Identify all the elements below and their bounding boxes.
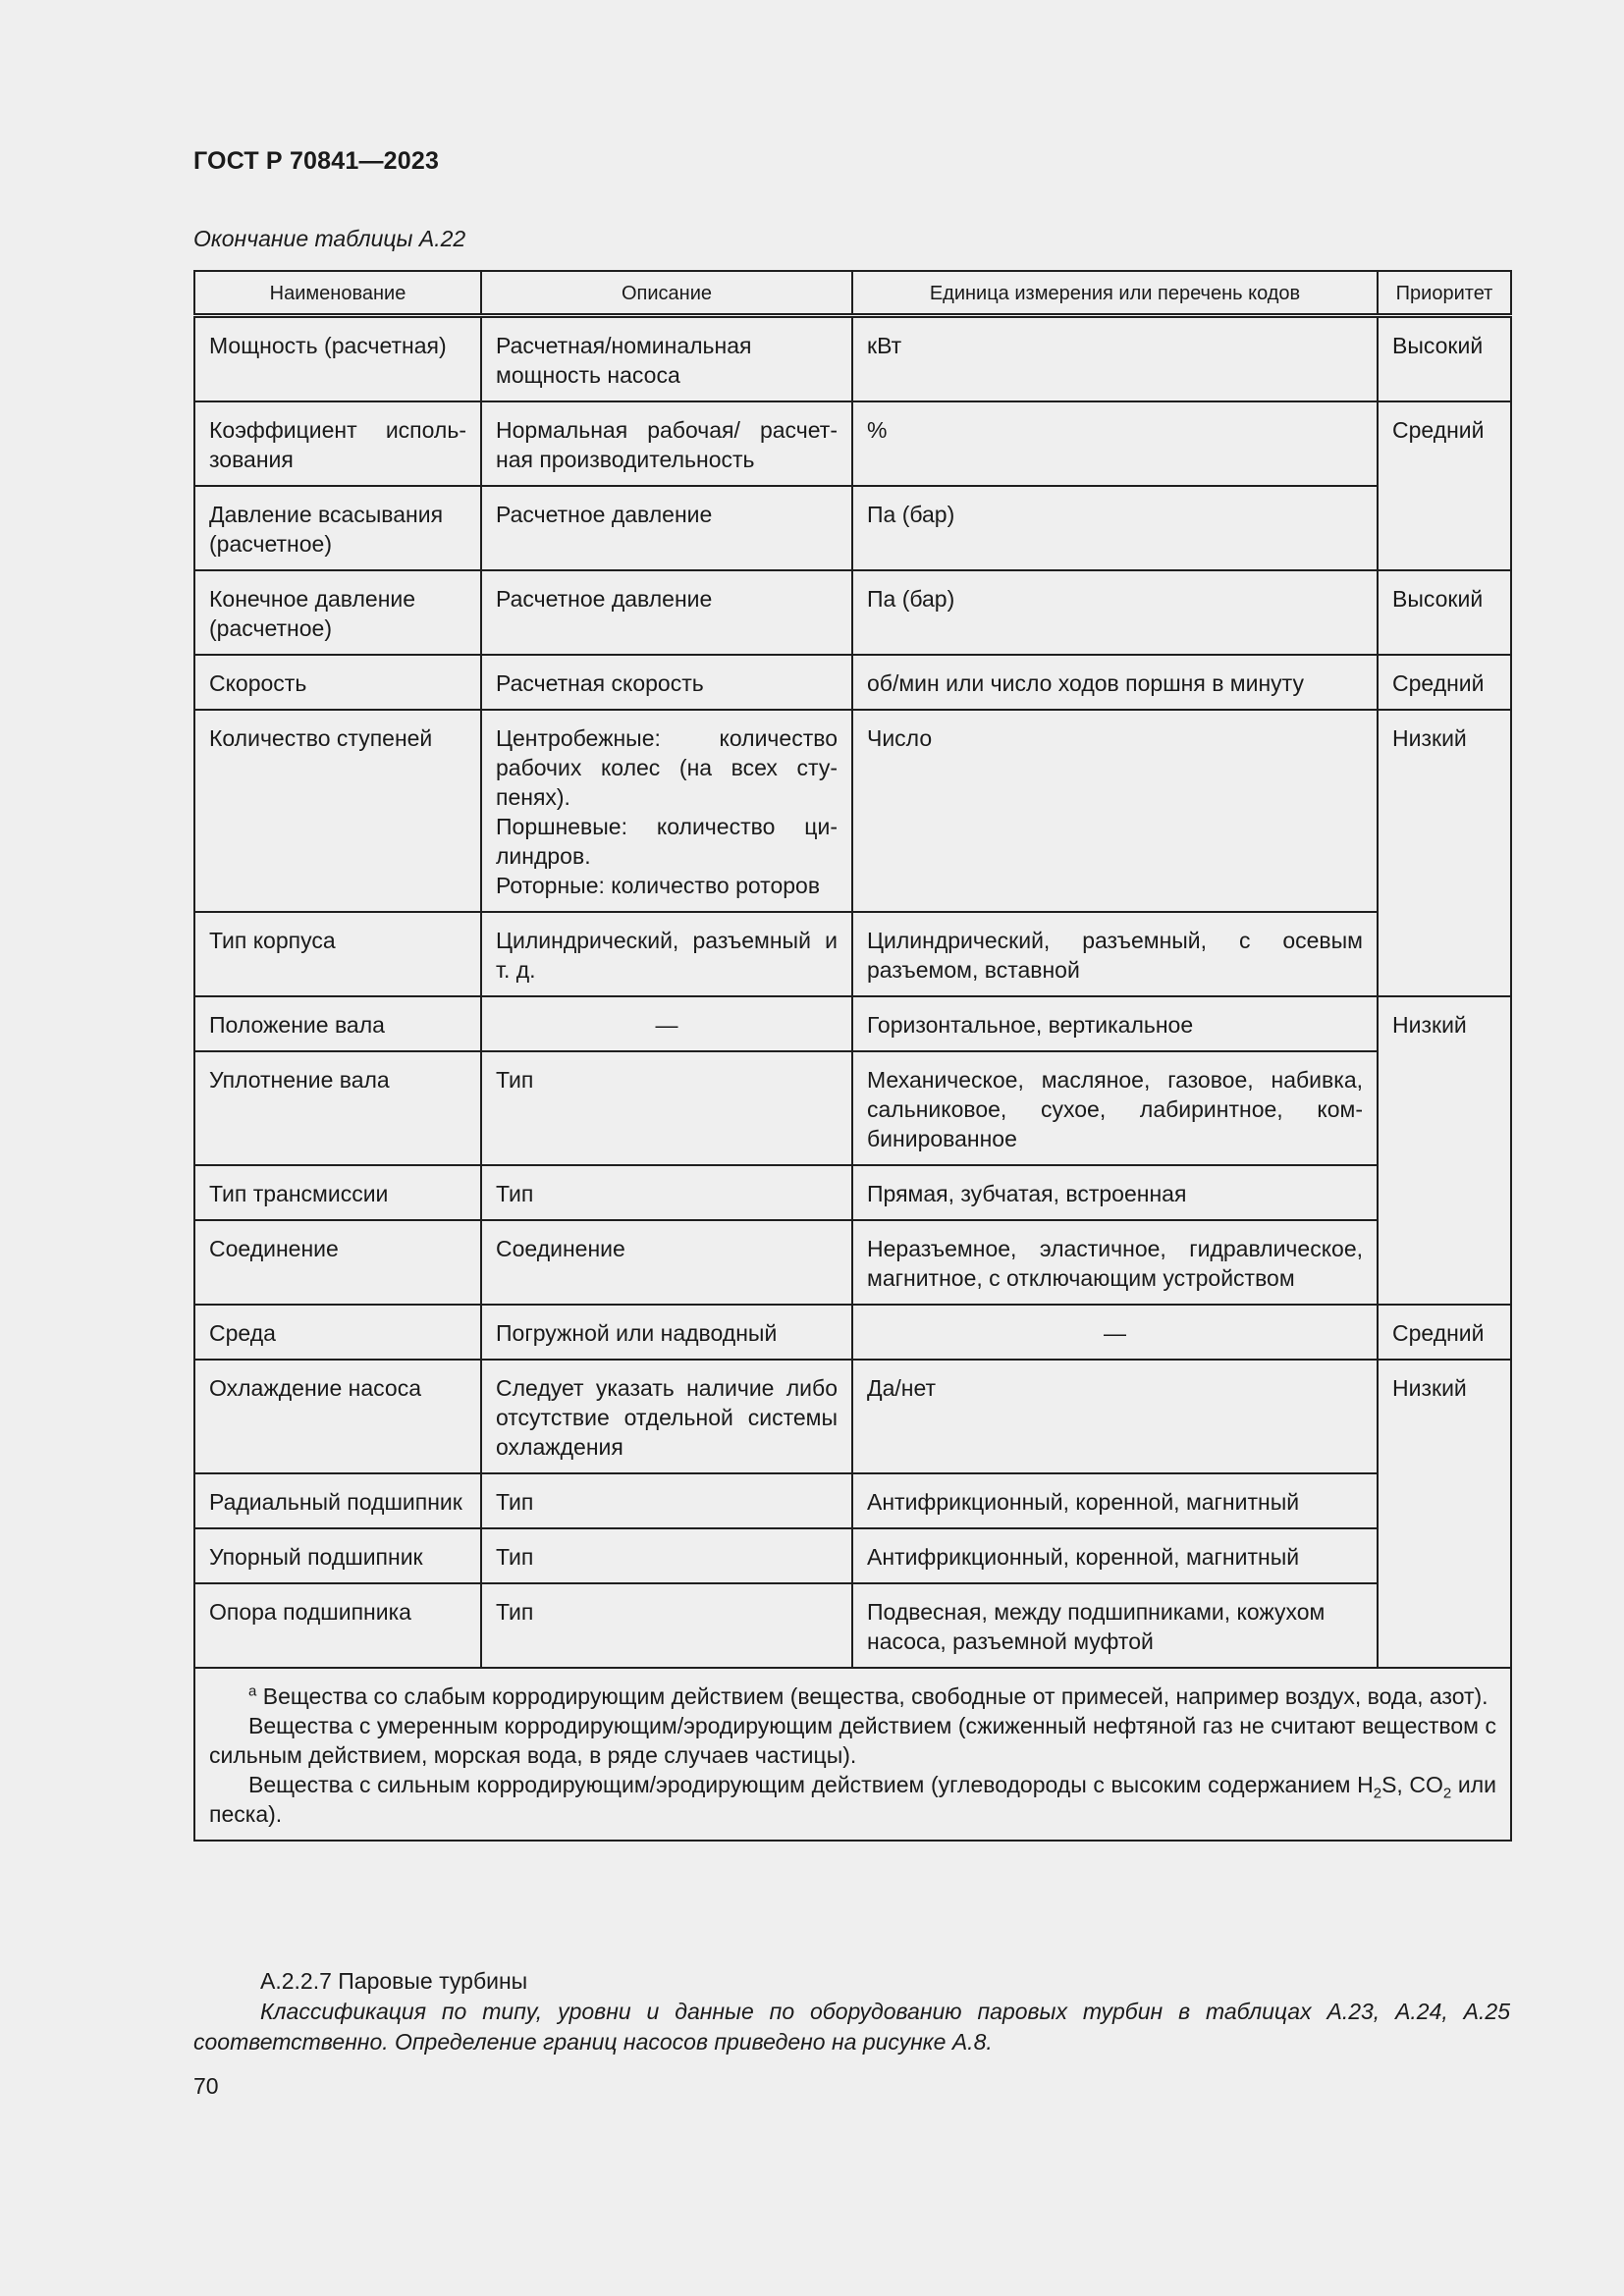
cell-description: Расчетная/номинальная мощность насоса: [481, 316, 852, 402]
cell-unit: Па (бар): [852, 486, 1378, 570]
cell-description: Расчетная скорость: [481, 655, 852, 710]
footnote-text: Вещества со слабым корродирующим действием (вещества, свободные от примесей, например воздух, вода, азот).: [262, 1683, 1489, 1709]
cell-priority: Средний: [1378, 401, 1511, 570]
cell-name: Тип трансмиссии: [194, 1165, 481, 1220]
cell-description: Расчетное давление: [481, 486, 852, 570]
column-header-name: Наименование: [194, 271, 481, 316]
table-row: [194, 1528, 1511, 1583]
description-line: Роторные: количество роторов: [496, 873, 821, 898]
column-header-priority: Приоритет: [1378, 271, 1511, 316]
cell-name: Радиальный подшипник: [194, 1473, 481, 1528]
cell-name: Конечное давление (расчетное): [194, 570, 481, 655]
column-header-unit: Единица измерения или перечень кодов: [852, 271, 1378, 316]
table-row: [194, 912, 1511, 996]
cell-description: Нормальная рабочая/ расчетная производительность: [481, 401, 852, 486]
footnote-text: или песка).: [209, 1772, 1497, 1827]
table-row: [194, 1360, 1511, 1473]
footnote-text: Вещества с сильным корродирующим/эродирующим действием (углеводороды с высоким содержанием H: [248, 1772, 1374, 1797]
footnote-strong: [209, 1770, 1496, 1829]
cell-unit: Да/нет: [852, 1360, 1378, 1473]
subscript: 2: [1373, 1785, 1382, 1802]
table-row: [194, 1473, 1511, 1528]
cell-unit: Антифрикционный, коренной, магнитный: [852, 1528, 1378, 1583]
table-row: [194, 996, 1511, 1051]
cell-name: Среда: [194, 1305, 481, 1360]
cell-unit: Подвесная, между подшипниками, кожухом насоса, разъемной муфтой: [852, 1583, 1378, 1668]
table-row: [194, 1165, 1511, 1220]
cell-unit: Прямая, зубчатая, встроенная: [852, 1165, 1378, 1220]
cell-unit: —: [852, 1305, 1378, 1360]
table-row: [194, 1583, 1511, 1668]
cell-name: Опора подшипника: [194, 1583, 481, 1668]
cell-description: Тип: [481, 1165, 852, 1220]
table-row: [194, 401, 1511, 486]
cell-name: Мощность (расчетная): [194, 316, 481, 402]
footnote-text: S, CO: [1381, 1772, 1443, 1797]
column-header-description: Описание: [481, 271, 852, 316]
standard-header: ГОСТ Р 70841—2023: [193, 147, 440, 175]
cell-unit: Горизонтальное, вертикальное: [852, 996, 1378, 1051]
cell-unit: Па (бар): [852, 570, 1378, 655]
cell-unit: Неразъемное, эластичное, гидравлическое, магнитное, с отключающим устройством: [852, 1220, 1378, 1305]
cell-name: Количество ступеней: [194, 710, 481, 912]
table-row: [194, 570, 1511, 655]
specification-table: [193, 270, 1512, 1842]
cell-name: Соединение: [194, 1220, 481, 1305]
cell-description: Тип: [481, 1473, 852, 1528]
table-caption: Окончание таблицы А.22: [193, 226, 466, 251]
table-row: [194, 1305, 1511, 1360]
cell-unit: %: [852, 401, 1378, 486]
cell-priority: Средний: [1378, 655, 1511, 710]
cell-description: Следует указать наличие либо отсутствие отдельной системы охлаждения: [481, 1360, 852, 1473]
cell-name: Скорость: [194, 655, 481, 710]
cell-priority: Высокий: [1378, 316, 1511, 402]
table-header-row: [194, 271, 1511, 316]
subscript: 2: [1442, 1785, 1452, 1802]
table-row: [194, 1220, 1511, 1305]
footnote-marker: а: [248, 1682, 257, 1700]
footnote-weak: [209, 1682, 1496, 1711]
cell-name: Уплотнение вала: [194, 1051, 481, 1165]
cell-unit: Цилиндрический, разъемный, с осевым разъемом, вставной: [852, 912, 1378, 996]
cell-description: Тип: [481, 1583, 852, 1668]
cell-unit: кВт: [852, 316, 1378, 402]
cell-description: Тип: [481, 1528, 852, 1583]
page-number: 70: [193, 2073, 219, 2099]
cell-priority: Средний: [1378, 1305, 1511, 1360]
section-steam-turbines: [193, 1966, 1510, 2057]
description-line: Центробежные: количество рабочих колес (на всех ступенях).: [496, 725, 838, 810]
description-line: Поршневые: количество цилиндров.: [496, 814, 838, 869]
cell-description: Расчетное давление: [481, 570, 852, 655]
section-heading: А.2.2.7 Паровые турбины: [260, 1968, 528, 1994]
cell-description: Цилиндрический, разъемный и т. д.: [481, 912, 852, 996]
table-row: [194, 1051, 1511, 1165]
table-row: [194, 316, 1511, 402]
cell-name: Упорный подшипник: [194, 1528, 481, 1583]
table-row: [194, 655, 1511, 710]
table-footnotes: [194, 1668, 1511, 1841]
cell-description: Тип: [481, 1051, 852, 1165]
cell-unit: об/мин или число ходов поршня в минуту: [852, 655, 1378, 710]
table-row: [194, 486, 1511, 570]
cell-name: Положение вала: [194, 996, 481, 1051]
cell-description: Погружной или надводный: [481, 1305, 852, 1360]
cell-priority: Низкий: [1378, 710, 1511, 996]
cell-unit: Механическое, масляное, газовое, набивка, сальниковое, сухое, лабиринтное, комбинированное: [852, 1051, 1378, 1165]
cell-name: Давление всасывания (расчетное): [194, 486, 481, 570]
table-row: [194, 710, 1511, 912]
section-text: Классификация по типу, уровни и данные по оборудованию паровых турбин в таблицах А.23, А.24, А.25 соответственно. Определение границ насосов приведено на рисунке А.8.: [193, 1999, 1510, 2055]
footnote-moderate: Вещества с умеренным корродирующим/эродирующим действием (сжиженный нефтяной газ не считают веществом с сильным действием, морская вода, в ряде случаев частицы).: [209, 1713, 1496, 1768]
cell-name: Тип корпуса: [194, 912, 481, 996]
cell-description: —: [481, 996, 852, 1051]
cell-name: Охлаждение насоса: [194, 1360, 481, 1473]
cell-unit: Антифрикционный, коренной, магнитный: [852, 1473, 1378, 1528]
cell-unit: Число: [852, 710, 1378, 912]
cell-description: Соединение: [481, 1220, 852, 1305]
cell-description: [481, 710, 852, 912]
table-footnotes-row: [194, 1668, 1511, 1841]
cell-priority: Низкий: [1378, 996, 1511, 1305]
cell-priority: Высокий: [1378, 570, 1511, 655]
cell-priority: Низкий: [1378, 1360, 1511, 1668]
cell-name: Коэффициент использования: [194, 401, 481, 486]
